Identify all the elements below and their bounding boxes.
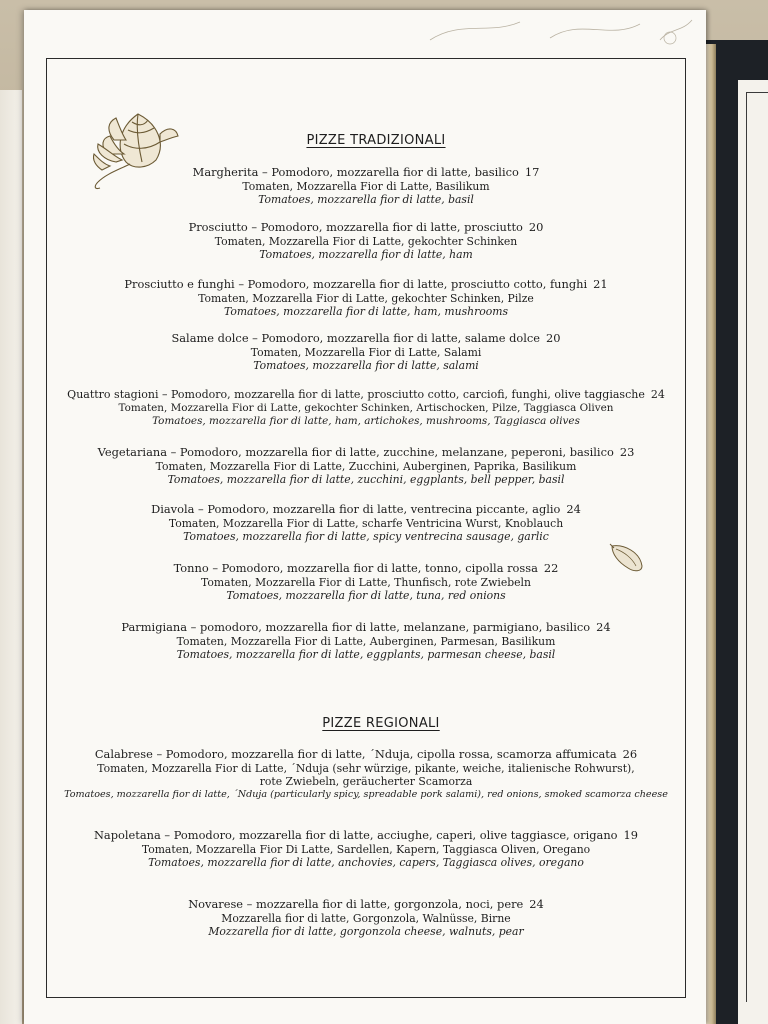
item-price: 22: [543, 561, 559, 575]
item-ingredients-en: Tomatoes, mozzarella fior di latte, ham: [259, 247, 473, 261]
item-ingredients-de: Mozzarella fior di latte, Gorgonzola, Walnüsse, Birne: [221, 911, 511, 925]
item-name: Calabrese: [94, 747, 153, 761]
item-ingredients-it: pomodoro, mozzarella fior di latte, melanzane, parmigiano, basilico: [199, 620, 591, 634]
item-ingredients-de: Tomaten, Mozzarella Fior di Latte, gekochter Schinken, Artischocken, Pilze, Taggiasca Oliven: [118, 401, 614, 414]
menu-item-tonno: Tonno – Pomodoro, mozzarella fior di latte, tonno, cipolla rossa 22 Tomaten, Mozzarella Fior di Latte, Thunfisch, rote Zwiebeln Tomatoes, mozzarella fior di latte, tuna, red onions: [46, 562, 686, 602]
binder-spine-edge: [706, 44, 716, 1024]
item-ingredients-de: Tomaten, Mozzarella Fior di Latte, scharfe Ventricina Wurst, Knoblauch: [168, 516, 564, 530]
item-ingredients-it: Pomodoro, mozzarella fior di latte, ventrecina piccante, aglio: [207, 502, 561, 516]
item-name: Margherita: [192, 165, 259, 179]
item-ingredients-de: Tomaten, Mozzarella Fior di Latte, ´Nduja (sehr würzige, pikante, weiche, italienische Rohwurst),: [97, 761, 635, 775]
item-ingredients-de: Tomaten, Mozzarella Fior di Latte, gekochter Schinken: [214, 234, 518, 248]
item-ingredients-de: Tomaten, Mozzarella Fior di Latte, Auberginen, Parmesan, Basilikum: [176, 634, 556, 648]
item-ingredients-it: Pomodoro, mozzarella fior di latte, tonno, cipolla rossa: [221, 561, 538, 575]
item-price: 21: [593, 277, 608, 291]
item-name: Diavola: [151, 502, 195, 516]
item-ingredients-en: Tomatoes, mozzarella fior di latte, ham, artichokes, mushrooms, Taggiasca olives: [152, 414, 580, 427]
item-price: 20: [546, 331, 561, 345]
item-ingredients-en: Tomatoes, mozzarella fior di latte, ´Nduja (particularly spicy, spreadable pork salami), red onions, smoked scamorza cheese: [64, 788, 668, 800]
item-ingredients-en: Mozzarella fior di latte, gorgonzola cheese, walnuts, pear: [208, 924, 524, 938]
item-ingredients-de: Tomaten, Mozzarella Fior di Latte, Zucchini, Auberginen, Paprika, Basilikum: [155, 459, 577, 473]
menu-item-novarese: Novarese – mozzarella fior di latte, gorgonzola, noci, pere 24 Mozzarella fior di latte, Gorgonzola, Walnüsse, Birne Mozzarella fior di latte, gorgonzola cheese, walnuts, pear: [46, 898, 686, 938]
item-price: 24: [566, 502, 581, 516]
menu-item-margherita: Margherita – Pomodoro, mozzarella fior di latte, basilico 17 Tomaten, Mozzarella Fior di Latte, Basilikum Tomatoes, mozzarella fior di latte, basil: [46, 166, 686, 206]
item-ingredients-en: Tomatoes, mozzarella fior di latte, ham, mushrooms: [223, 304, 509, 318]
item-price: 26: [622, 747, 638, 761]
item-name: Parmigiana: [121, 620, 188, 634]
item-name: Novarese: [188, 897, 244, 911]
section-title-pizze-tradizionali: PIZZE TRADIZIONALI: [306, 133, 446, 148]
item-ingredients-it: Pomodoro, mozzarella fior di latte, basilico: [271, 165, 519, 179]
item-ingredients-de: Tomaten, Mozzarella Fior di Latte, Thunfisch, rote Zwiebeln: [201, 575, 531, 589]
item-ingredients-en: Tomatoes, mozzarella fior di latte, tuna, red onions: [226, 588, 506, 602]
item-name: Prosciutto e funghi: [124, 277, 235, 291]
item-ingredients-de: Tomaten, Mozzarella Fior Di Latte, Sardellen, Kapern, Taggiasca Oliven, Oregano: [141, 842, 591, 856]
menu-item-calabrese: Calabrese – Pomodoro, mozzarella fior di latte, ´Nduja, cipolla rossa, scamorza affumicata 26 Tomaten, Mozzarella Fior di Latte, ´Nduja (sehr würzige, pikante, weiche, italienische Rohwurst), rote Zwiebeln, geräucherter Scamorza Tomatoes, mozzarella fior di latte, ´Nduja (particularly spicy, spreadable pork salami), red onions, smoked scamorza cheese: [46, 748, 686, 801]
item-name: Napoletana: [93, 828, 161, 842]
item-ingredients-en: Tomatoes, mozzarella fior di latte, basil: [258, 192, 474, 206]
back-page-edge: [0, 90, 22, 1024]
menu-item-diavola: Diavola – Pomodoro, mozzarella fior di latte, ventrecina piccante, aglio 24 Tomaten, Mozzarella Fior di Latte, scharfe Ventricina Wurst, Knoblauch Tomatoes, mozzarella fior di latte, spicy ventrecina sausage, garlic: [46, 503, 686, 543]
item-ingredients-en: Tomatoes, mozzarella fior di latte, zucchini, eggplants, bell pepper, basil: [167, 472, 565, 486]
menu-item-salame-dolce: Salame dolce – Pomodoro, mozzarella fior di latte, salame dolce 20 Tomaten, Mozzarella Fior di Latte, Salami Tomatoes, mozzarella fior di latte, salami: [46, 332, 686, 372]
item-price: 17: [524, 165, 540, 179]
item-ingredients-it: Pomodoro, mozzarella fior di latte, ´Nduja, cipolla rossa, scamorza affumicata: [165, 747, 617, 761]
item-ingredients-it: Pomodoro, mozzarella fior di latte, prosciutto cotto, funghi: [247, 277, 588, 291]
item-ingredients-de: Tomaten, Mozzarella Fior di Latte, Salami: [250, 345, 482, 359]
item-name: Prosciutto: [188, 220, 248, 234]
item-ingredients-it: Pomodoro, mozzarella fior di latte, zucchine, melanzane, peperoni, basilico: [179, 445, 614, 459]
item-price: 24: [529, 897, 544, 911]
item-price: 24: [596, 620, 611, 634]
item-name: Tonno: [173, 561, 209, 575]
item-name: Vegetariana: [97, 445, 167, 459]
menu-item-prosciutto: Prosciutto – Pomodoro, mozzarella fior di latte, prosciutto 20 Tomaten, Mozzarella Fior di Latte, gekochter Schinken Tomatoes, mozzarella fior di latte, ham: [46, 221, 686, 261]
menu-item-parmigiana: Parmigiana – pomodoro, mozzarella fior di latte, melanzane, parmigiano, basilico 24 Tomaten, Mozzarella Fior di Latte, Auberginen, Parmesan, Basilikum Tomatoes, mozzarella fior di latte, eggplants, parmesan cheese, basil: [46, 621, 686, 661]
menu-item-prosciutto-e-funghi: Prosciutto e funghi – Pomodoro, mozzarella fior di latte, prosciutto cotto, funghi 21 Tomaten, Mozzarella Fior di Latte, gekochter Schinken, Pilze Tomatoes, mozzarella fior di latte, ham, mushrooms: [46, 278, 686, 318]
item-ingredients-it: Pomodoro, mozzarella fior di latte, prosciutto: [260, 220, 523, 234]
item-ingredients-en: Tomatoes, mozzarella fior di latte, eggplants, parmesan cheese, basil: [176, 647, 556, 661]
faint-top-illustration: [420, 10, 700, 50]
next-page-frame: [746, 92, 768, 1002]
item-name: Quattro stagioni: [67, 388, 159, 401]
item-ingredients-it: Pomodoro, mozzarella fior di latte, acciughe, caperi, olive taggiasce, origano: [173, 828, 618, 842]
item-ingredients-en: Tomatoes, mozzarella fior di latte, salami: [253, 358, 479, 372]
item-price: 20: [528, 220, 544, 234]
item-price: 19: [623, 828, 639, 842]
item-price: 24: [650, 388, 665, 401]
item-ingredients-de: Tomaten, Mozzarella Fior di Latte, Basilikum: [242, 179, 490, 193]
menu-item-quattro-stagioni: Quattro stagioni – Pomodoro, mozzarella fior di latte, prosciutto cotto, carciofi, funghi, olive taggiasche 24 Tomaten, Mozzarella Fior di Latte, gekochter Schinken, Artischocken, Pilze, Taggiasca Oliven Tomatoes, mozzarella fior di latte, ham, artichokes, mushrooms, Taggiasca olives: [46, 388, 686, 428]
item-ingredients-de: Tomaten, Mozzarella Fior di Latte, gekochter Schinken, Pilze: [198, 291, 534, 305]
item-ingredients-en: Tomatoes, mozzarella fior di latte, anchovies, capers, Taggiasca olives, oregano: [148, 855, 584, 869]
section-title-pizze-regionali: PIZZE REGIONALI: [322, 716, 440, 731]
item-name: Salame dolce: [171, 331, 249, 345]
item-price: 23: [619, 445, 635, 459]
item-ingredients-de-continued: rote Zwiebeln, geräucherter Scamorza: [259, 774, 473, 788]
item-ingredients-it: mozzarella fior di latte, gorgonzola, noci, pere: [255, 897, 524, 911]
menu-item-napoletana: Napoletana – Pomodoro, mozzarella fior di latte, acciughe, caperi, olive taggiasce, origano 19 Tomaten, Mozzarella Fior Di Latte, Sardellen, Kapern, Taggiasca Oliven, Oregano Tomatoes, mozzarella fior di latte, anchovies, capers, Taggiasca olives, oregano: [46, 829, 686, 869]
menu-item-vegetariana: Vegetariana – Pomodoro, mozzarella fior di latte, zucchine, melanzane, peperoni, basilico 23 Tomaten, Mozzarella Fior di Latte, Zucchini, Auberginen, Paprika, Basilikum Tomatoes, mozzarella fior di latte, zucchini, eggplants, bell pepper, basil: [46, 446, 686, 486]
item-ingredients-it: Pomodoro, mozzarella fior di latte, prosciutto cotto, carciofi, funghi, olive taggiasche: [170, 388, 645, 401]
item-ingredients-en: Tomatoes, mozzarella fior di latte, spicy ventrecina sausage, garlic: [183, 529, 549, 543]
item-ingredients-it: Pomodoro, mozzarella fior di latte, salame dolce: [261, 331, 541, 345]
